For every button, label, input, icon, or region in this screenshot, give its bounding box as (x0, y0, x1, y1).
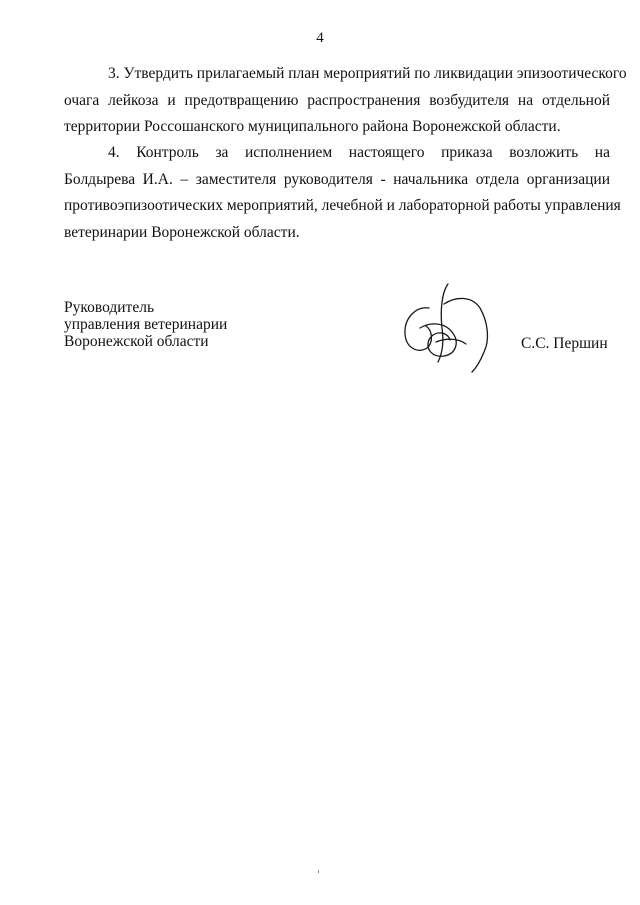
paragraph-4-first-line (64, 140, 610, 167)
handwritten-signature (396, 282, 500, 374)
paragraph-4-line: ветеринарии Воронежской области. (64, 223, 300, 241)
paragraph-3-line: 3. Утвердить прилагаемый план мероприятий по ликвидации эпизоотического (108, 65, 627, 82)
paragraph-3 (64, 61, 627, 141)
signer-title (64, 299, 227, 350)
signer-title-line: Воронежской области (64, 333, 209, 350)
paragraph-4-word: приказа (441, 144, 493, 161)
signer-name: С.С. Першин (521, 335, 608, 352)
paragraph-4-word: 4. (108, 144, 120, 161)
paragraph-4-word: за (215, 144, 229, 161)
paragraph-4-word: исполнением (245, 144, 333, 161)
signer-title-line: Руководитель (64, 299, 155, 316)
paragraph-4-word: на (594, 144, 610, 161)
paragraph-4 (64, 140, 621, 246)
scan-speck (318, 870, 319, 873)
paragraph-4-line: противоэпизоотических мероприятий, лечебной и лабораторной работы управления (64, 197, 621, 214)
page-number: 4 (316, 30, 324, 46)
paragraph-4-line: Болдырева И.А. – заместителя руководителя - начальника отдела организации (64, 170, 610, 188)
paragraph-3-line: территории Россошанского муниципального района Воронежской области. (64, 118, 561, 135)
paragraph-4-word: возложить (509, 144, 579, 161)
paragraph-4-word: настоящего (348, 144, 425, 161)
paragraph-3-line: очага лейкоза и предотвращению распространения возбудителя на отдельной (64, 91, 610, 109)
signer-title-line: управления ветеринарии (64, 316, 228, 333)
paragraph-4-word: Контроль (136, 144, 199, 161)
